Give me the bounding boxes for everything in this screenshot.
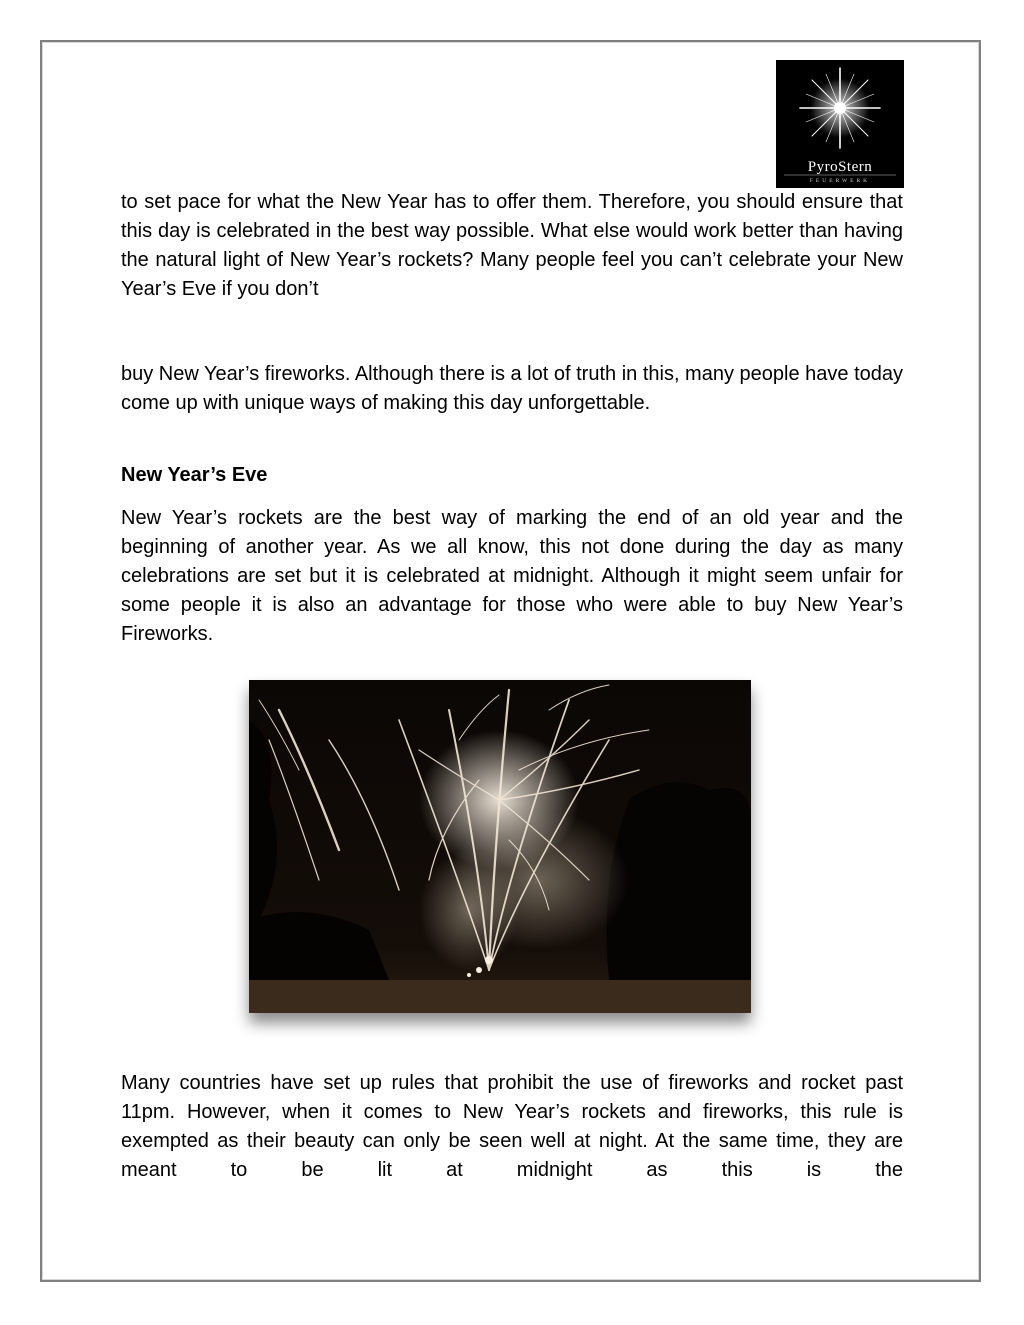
pyrostern-logo bbox=[776, 60, 904, 188]
fireworks-image bbox=[249, 680, 751, 1013]
paragraph-intro: to set pace for what the New Year has to offer them. Therefore, you should ensure that this day is celebrated in the best way possible. What else would work better than having the natural light of New Year’s rockets? Many people feel you can’t celebrate your New Year’s Eve if you don’t bbox=[121, 191, 903, 300]
logo-wordmark: PyroStern bbox=[807, 159, 873, 175]
section-heading: New Year’s Eve bbox=[121, 464, 268, 486]
paragraph-rules: Many countries have set up rules that prohibit the use of fireworks and rocket past 11pm. However, when it comes to New Year’s rockets and fireworks, this rule is exempted as their beauty can only be seen well at night. At the same time, they are meant to be lit at midnight as this is the bbox=[121, 1072, 903, 1181]
paragraph-new-years-eve: New Year’s rockets are the best way of marking the end of an old year and the beginning of another year. As we all know, this not done during the day as many celebrations are set but it is celebrated at midnight. Although it might seem unfair for some people it is also an advantage for those who were able to buy New Year’s Fireworks. bbox=[121, 507, 903, 645]
logo-subtitle: FEUERWERK bbox=[809, 178, 871, 184]
fireworks-photo bbox=[249, 680, 751, 1013]
paragraph-fireworks: buy New Year’s fireworks. Although there is a lot of truth in this, many people have today come up with unique ways of making this day unforgettable. bbox=[121, 363, 903, 414]
